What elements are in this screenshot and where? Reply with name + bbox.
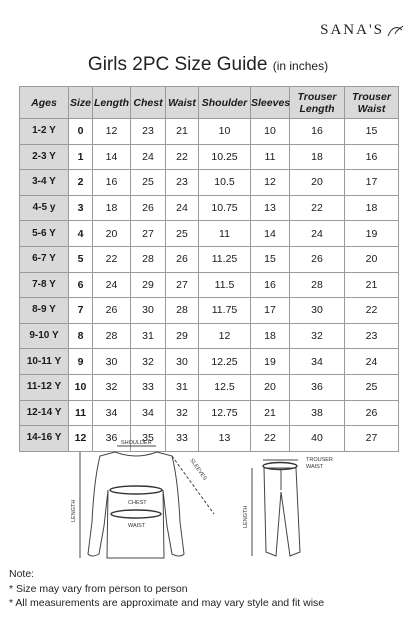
measure-cell: 24 [290, 221, 345, 247]
waist-marker [111, 510, 161, 518]
measure-cell: 24 [345, 349, 399, 375]
measure-cell: 11.25 [199, 246, 251, 272]
age-cell: 11-12 Y [20, 374, 69, 400]
measure-cell: 25 [166, 221, 199, 247]
measure-cell: 19 [345, 221, 399, 247]
size-cell: 12 [69, 426, 93, 452]
measure-cell: 35 [131, 426, 166, 452]
measure-cell: 12.25 [199, 349, 251, 375]
table-row [20, 298, 399, 324]
measure-cell: 20 [290, 170, 345, 196]
measure-cell: 40 [290, 426, 345, 452]
table-row [20, 195, 399, 221]
measure-cell: 21 [345, 272, 399, 298]
size-cell: 11 [69, 400, 93, 426]
column-header [131, 87, 166, 119]
measure-cell: 14 [93, 144, 131, 170]
note-line-1: * Size may vary from person to person [9, 582, 188, 595]
flourish-icon [386, 24, 404, 38]
column-header-text: Trouser [352, 90, 391, 103]
measure-cell: 10.25 [199, 144, 251, 170]
notes-section [9, 567, 324, 611]
measure-cell: 28 [290, 272, 345, 298]
age-cell: 10-11 Y [20, 349, 69, 375]
table-row [20, 119, 399, 145]
label-trouser-waist-2: WAIST [306, 464, 324, 470]
measure-cell: 34 [290, 349, 345, 375]
measure-cell: 15 [345, 119, 399, 145]
column-header [20, 87, 69, 119]
title-units: (in inches) [272, 59, 329, 73]
brand-name: SANA'S [320, 22, 384, 38]
size-cell: 9 [69, 349, 93, 375]
column-header-text: Length [94, 96, 129, 109]
measure-cell: 18 [251, 323, 290, 349]
measure-cell: 26 [290, 246, 345, 272]
measure-cell: 24 [166, 195, 199, 221]
measure-cell: 23 [166, 170, 199, 196]
age-cell: 5-6 Y [20, 221, 69, 247]
size-cell: 5 [69, 246, 93, 272]
column-header [251, 87, 290, 119]
note-heading: Note: [9, 568, 35, 580]
column-header-text: Sleeves [251, 96, 291, 109]
age-cell: 12-14 Y [20, 400, 69, 426]
measure-cell: 32 [93, 374, 131, 400]
measure-cell: 22 [93, 246, 131, 272]
column-header-text: Length [299, 102, 335, 115]
table-row [20, 221, 399, 247]
age-cell: 7-8 Y [20, 272, 69, 298]
title-text: Girls 2PC Size Guide [87, 54, 268, 75]
table-row [20, 272, 399, 298]
table-row [20, 170, 399, 196]
measure-cell: 16 [345, 144, 399, 170]
page-title [0, 54, 416, 76]
size-cell: 6 [69, 272, 93, 298]
measure-cell: 18 [93, 195, 131, 221]
column-header [69, 87, 93, 119]
measure-cell: 13 [251, 195, 290, 221]
measure-cell: 24 [93, 272, 131, 298]
measure-cell: 31 [131, 323, 166, 349]
chest-marker [110, 486, 162, 494]
column-header-text: Shoulder [201, 96, 248, 109]
size-cell: 3 [69, 195, 93, 221]
measure-cell: 10 [251, 119, 290, 145]
size-table [19, 86, 399, 452]
measure-cell: 21 [251, 400, 290, 426]
measure-cell: 18 [345, 195, 399, 221]
measure-cell: 11.5 [199, 272, 251, 298]
measure-cell: 11 [199, 221, 251, 247]
age-cell: 9-10 Y [20, 323, 69, 349]
measure-cell: 26 [166, 246, 199, 272]
measure-cell: 10.75 [199, 195, 251, 221]
table-body [20, 119, 399, 452]
measure-cell: 30 [290, 298, 345, 324]
measure-cell: 16 [251, 272, 290, 298]
size-cell: 10 [69, 374, 93, 400]
measure-cell: 15 [251, 246, 290, 272]
size-cell: 0 [69, 119, 93, 145]
measure-cell: 27 [166, 272, 199, 298]
measure-cell: 10 [199, 119, 251, 145]
table-row [20, 374, 399, 400]
measure-cell: 17 [251, 298, 290, 324]
measure-cell: 20 [345, 246, 399, 272]
measure-cell: 20 [251, 374, 290, 400]
measure-cell: 12.5 [199, 374, 251, 400]
measure-cell: 34 [93, 400, 131, 426]
measure-cell: 12 [251, 170, 290, 196]
measure-cell: 19 [251, 349, 290, 375]
measure-cell: 28 [93, 323, 131, 349]
measure-cell: 30 [93, 349, 131, 375]
measure-cell: 22 [290, 195, 345, 221]
label-chest: CHEST [128, 500, 147, 506]
age-cell: 4-5 y [20, 195, 69, 221]
column-header [93, 87, 131, 119]
size-cell: 4 [69, 221, 93, 247]
note-line-2: * All measurements are approximate and may vary style and fit wise [9, 597, 325, 609]
measure-cell: 25 [131, 170, 166, 196]
column-header-text: Trouser [297, 90, 337, 103]
size-cell: 1 [69, 144, 93, 170]
table-header-row [20, 87, 399, 119]
column-header-text: Size [69, 96, 91, 109]
label-length-trouser: LENGTH [243, 505, 249, 528]
measure-cell: 33 [166, 426, 199, 452]
age-cell: 3-4 Y [20, 170, 69, 196]
measure-cell: 28 [166, 298, 199, 324]
table-row [20, 349, 399, 375]
measure-cell: 12 [93, 119, 131, 145]
column-header-text: Waist [168, 96, 196, 109]
label-shoulder: SHOULDER [121, 440, 152, 446]
age-cell: 14-16 Y [20, 426, 69, 452]
measure-cell: 25 [345, 374, 399, 400]
measure-cell: 23 [131, 119, 166, 145]
size-cell: 8 [69, 323, 93, 349]
label-trouser-waist-1: TROUSER [306, 457, 333, 463]
measure-cell: 32 [290, 323, 345, 349]
measure-cell: 29 [131, 272, 166, 298]
measure-cell: 22 [166, 144, 199, 170]
measure-cell: 10.5 [199, 170, 251, 196]
measure-cell: 12 [199, 323, 251, 349]
measure-cell: 32 [166, 400, 199, 426]
trouser-drawing [264, 468, 300, 556]
column-header-text: Chest [133, 96, 163, 109]
measure-cell: 14 [251, 221, 290, 247]
measure-cell: 30 [166, 349, 199, 375]
measure-cell: 27 [131, 221, 166, 247]
measure-cell: 29 [166, 323, 199, 349]
label-waist-top: WAIST [128, 523, 146, 529]
measure-cell: 26 [131, 195, 166, 221]
column-header [166, 87, 199, 119]
measure-cell: 28 [131, 246, 166, 272]
measure-cell: 11 [251, 144, 290, 170]
age-cell: 1-2 Y [20, 119, 69, 145]
measure-cell: 36 [290, 374, 345, 400]
measurement-diagram [0, 430, 416, 564]
measure-cell: 38 [290, 400, 345, 426]
age-cell: 6-7 Y [20, 246, 69, 272]
measure-cell: 27 [345, 426, 399, 452]
column-header [345, 87, 399, 119]
measure-cell: 22 [251, 426, 290, 452]
measure-cell: 26 [345, 400, 399, 426]
measure-cell: 12.75 [199, 400, 251, 426]
measure-cell: 16 [290, 119, 345, 145]
measure-cell: 17 [345, 170, 399, 196]
table-row [20, 400, 399, 426]
column-header-text: Ages [31, 96, 57, 109]
measure-cell: 16 [93, 170, 131, 196]
measure-cell: 34 [131, 400, 166, 426]
column-header [199, 87, 251, 119]
measure-cell: 23 [345, 323, 399, 349]
measure-cell: 22 [345, 298, 399, 324]
table-row [20, 323, 399, 349]
age-cell: 2-3 Y [20, 144, 69, 170]
measure-cell: 24 [131, 144, 166, 170]
measure-cell: 30 [131, 298, 166, 324]
measure-cell: 18 [290, 144, 345, 170]
size-cell: 7 [69, 298, 93, 324]
size-cell: 2 [69, 170, 93, 196]
measure-cell: 32 [131, 349, 166, 375]
measure-cell: 20 [93, 221, 131, 247]
measure-cell: 11.75 [199, 298, 251, 324]
table-row [20, 246, 399, 272]
column-header [290, 87, 345, 119]
column-header-text: Waist [357, 102, 386, 115]
brand-logo [320, 22, 404, 39]
table-row [20, 144, 399, 170]
measure-cell: 13 [199, 426, 251, 452]
measure-cell: 21 [166, 119, 199, 145]
measure-cell: 33 [131, 374, 166, 400]
measure-cell: 26 [93, 298, 131, 324]
age-cell: 8-9 Y [20, 298, 69, 324]
label-length-top: LENGTH [71, 499, 77, 522]
measure-cell: 36 [93, 426, 131, 452]
label-sleeves: SLEEVES [188, 457, 208, 482]
measure-cell: 31 [166, 374, 199, 400]
